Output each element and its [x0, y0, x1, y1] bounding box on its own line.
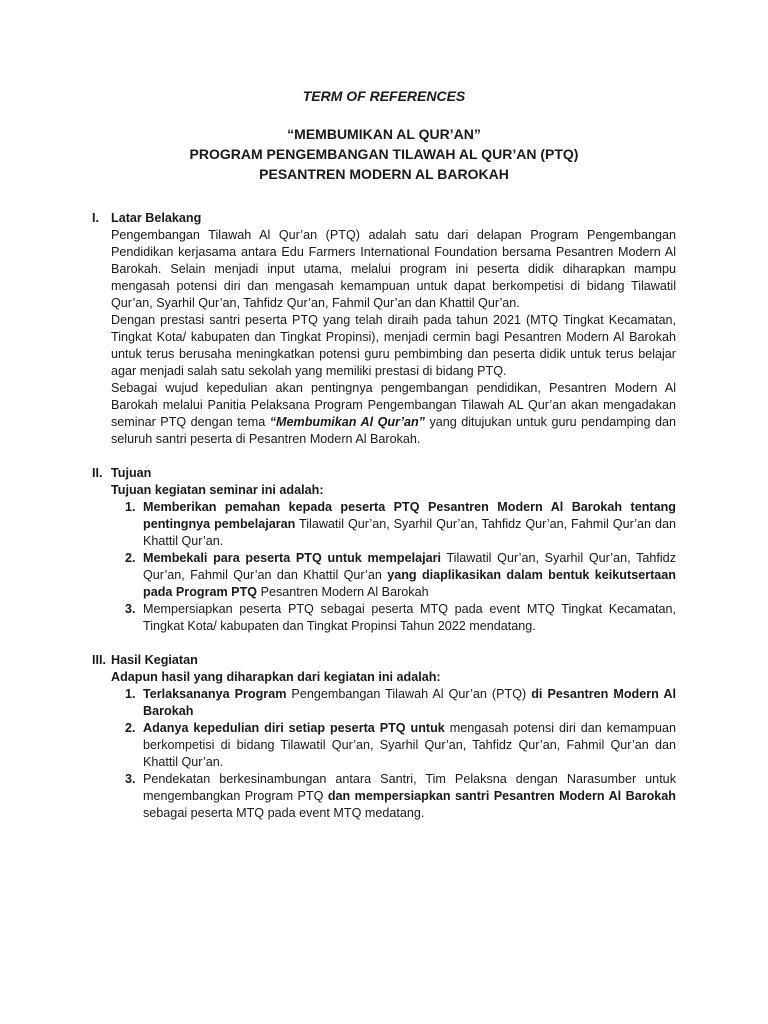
- paragraph: [111, 380, 676, 448]
- theme-title: “MEMBUMIKAN AL QUR’AN”: [287, 126, 481, 142]
- item-bold-text: dan mempersiapkan santri Pesantren Modern Al Barokah: [327, 789, 676, 803]
- section-title: Hasil Kegiatan: [111, 653, 198, 667]
- paragraph-text: yang ditujukan untuk guru pendamping dan seluruh santri peserta di Pesantren Modern Al Barokah.: [111, 415, 677, 446]
- list-item: [139, 601, 676, 635]
- section-number: II.: [92, 466, 103, 480]
- section-intro: Adapun hasil yang diharapkan dari kegiatan ini adalah:: [111, 670, 441, 684]
- item-text: mengasah potensi diri dan kemampuan berkompetisi di bidang Tilawatil Qur’an, Syarhil Qur’an, Tahfidz Qur’an, Fahmil Qur’an dan Khattil Qur’an.: [143, 721, 676, 769]
- item-bold-text: Adanya kepedulian diri setiap peserta PTQ untuk: [143, 721, 445, 735]
- institution-title: PESANTREN MODERN AL BAROKAH: [259, 166, 509, 182]
- section-intro: Tujuan kegiatan seminar ini adalah:: [111, 483, 324, 497]
- paragraph-text: Sebagai wujud kepedulian akan pentingnya pengembangan pendidikan, Pesantren Modern Al Barokah melalui Panitia Pelaksana Program Pengembangan Tilawah AL Qur’an akan mengadakan seminar PTQ dengan tema: [111, 381, 676, 429]
- section-title: Latar Belakang: [111, 211, 202, 225]
- item-text: Pesantren Modern Al Barokah: [257, 585, 429, 599]
- list-item: [139, 499, 676, 550]
- list-item: [139, 771, 676, 822]
- item-bold-text: Memberikan pemahan kepada peserta PTQ Pesantren Modern Al Barokah tentang pentingnya pembelajaran: [143, 500, 676, 531]
- document-heading: [92, 88, 676, 184]
- section-body: [92, 482, 676, 635]
- item-text: Pengembangan Tilawah Al Qur’an (PTQ): [286, 687, 532, 701]
- item-bold-text: di Pesantren Modern Al Barokah: [143, 687, 676, 718]
- item-text: Pendekatan berkesinambungan antara Santri, Tim Pelaksna dengan Narasumber untuk mengembangkan Program PTQ: [143, 772, 676, 803]
- item-bold-text: Terlaksananya Program: [143, 687, 287, 701]
- paragraph: Dengan prestasi santri peserta PTQ yang telah diraih pada tahun 2021 (MTQ Tingkat Kecamatan, Tingkat Kota/ kabupaten dan Tingkat Propinsi), menjadi cermin bagi Pesantren Modern Al Barokah untuk terus berusaha meningkatkan potensi guru pembimbing dan peserta didik untuk terus belajar agar menjadi salah satu sekolah yang memiliki prestasi di bidang PTQ.: [111, 313, 676, 378]
- list-item: [139, 720, 676, 771]
- section-number: III.: [92, 653, 106, 667]
- section-title: Tujuan: [111, 466, 152, 480]
- item-text: Mempersiapkan: [143, 602, 233, 616]
- document-title: TERM OF REFERENCES: [302, 88, 466, 104]
- item-text: Tilawatil Qur’an, Syarhil Qur’an, Tahfidz Qur’an, Fahmil Qur’an dan Khattil Qur’an.: [143, 517, 676, 548]
- section-tujuan: [92, 465, 676, 635]
- section-body: [92, 227, 676, 448]
- list-item: [139, 686, 676, 720]
- section-heading: [92, 652, 676, 669]
- section-number: I.: [92, 211, 99, 225]
- section-hasil-kegiatan: [92, 652, 676, 822]
- seminar-theme: “Membumikan Al Qur’an”: [269, 415, 425, 429]
- item-bold-text: yang diaplikasikan dalam bentuk keikutsertaan pada Program PTQ: [143, 568, 676, 599]
- section-heading: [92, 210, 676, 227]
- section-body: [92, 669, 676, 822]
- section-latar-belakang: [92, 210, 676, 448]
- list-item: [139, 550, 676, 601]
- item-text: sebagai peserta MTQ pada event MTQ medatang.: [143, 806, 425, 820]
- item-text: Tilawatil Qur’an, Syarhil Qur’an, Tahfidz Qur’an, Fahmil Qur’an dan Khattil Qur’an: [143, 551, 676, 582]
- section-heading: [92, 465, 676, 482]
- item-bold-text: Membekali para peserta PTQ untuk mempelajari: [143, 551, 441, 565]
- paragraph: Pengembangan Tilawah Al Qur’an (PTQ) adalah satu dari delapan Program Pengembangan Pendidikan kerjasama antara Edu Farmers International Foundation bersama Pesantren Modern Al Barokah. Selain menjadi input utama, melalui program ini peserta didik diharapkan mampu mengasah potensi diri dan mengasah kemampuan untuk dapat berkompetisi di bidang Tilawatil Qur’an, Syarhil Qur’an, Tahfidz Qur’an, Fahmil Qur’an dan Khattil Qur’an.: [111, 228, 676, 310]
- item-text: peserta PTQ sebagai peserta MTQ pada event MTQ Tingkat Kecamatan, Tingkat Kota/ kabupaten dan Tingkat Propinsi Tahun 2022 mendatang.: [143, 602, 676, 633]
- objectives-list: [111, 499, 676, 635]
- program-title: PROGRAM PENGEMBANGAN TILAWAH AL QUR’AN (PTQ): [189, 146, 579, 162]
- results-list: [111, 686, 676, 822]
